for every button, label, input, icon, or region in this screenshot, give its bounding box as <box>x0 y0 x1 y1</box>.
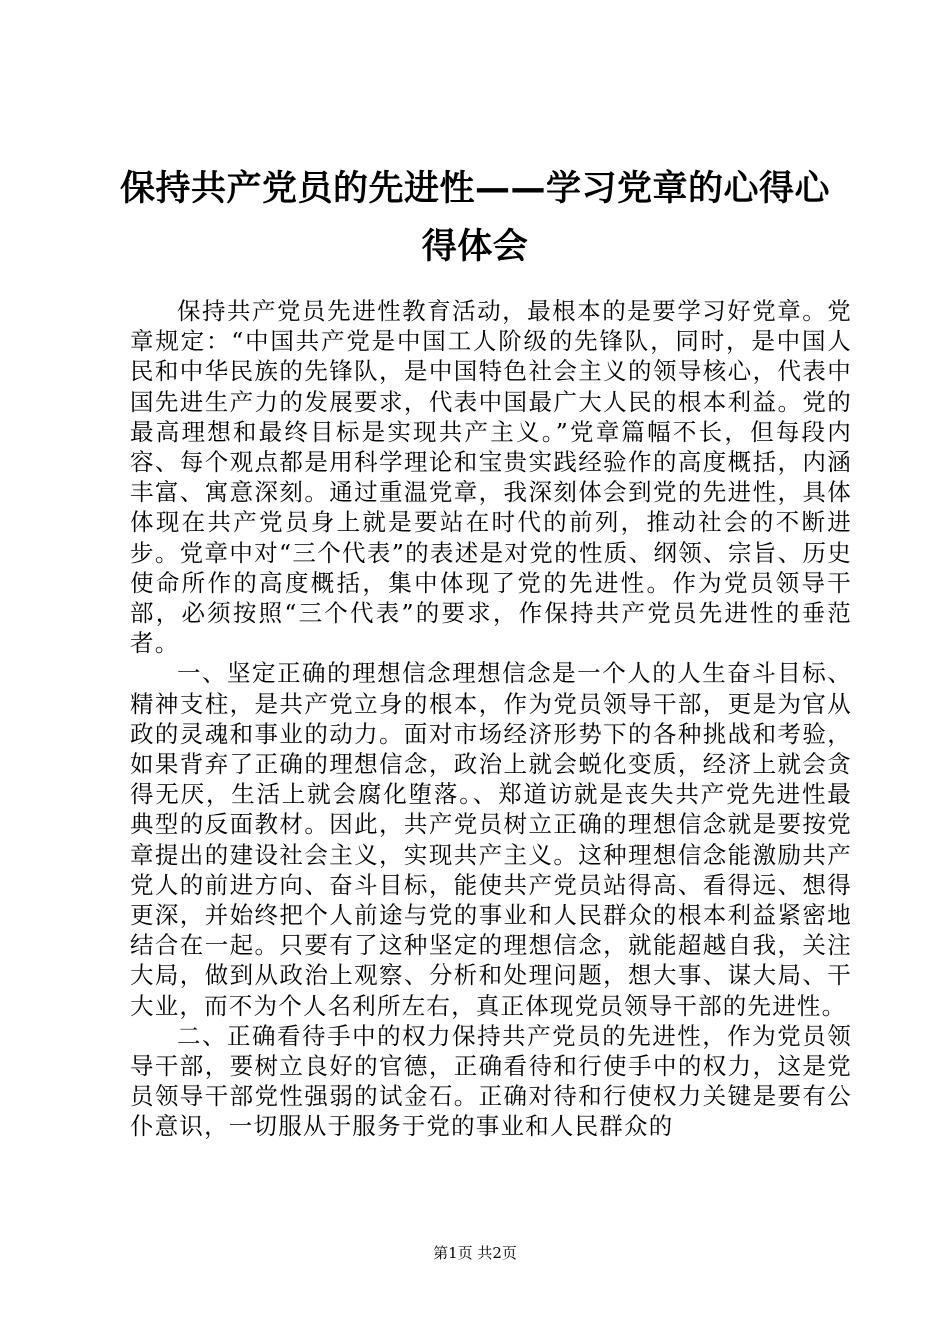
paragraph-intro: 保持共产党员先进性教育活动，最根本的是要学习好党章。党章规定：“中国共产党是中国工人阶级的先锋队，同时，是中国人民和中华民族的先锋队，是中国特色社会主义的领导核心，代表中国先进生产力的发展要求，代表中国最广大人民的根本利益。党的最高理想和最终目标是实现共产主义。”党章篇幅不长，但每段内容、每个观点都是用科学理论和宝贵实践经验作的高度概括，内涵丰富、寓意深刻。通过重温党章，我深刻体会到党的先进性，具体体现在共产党员身上就是要站在时代的前列，推动社会的不断进步。党章中对“三个代表”的表述是对党的性质、纲领、宗旨、历史使命所作的高度概括，集中体现了党的先进性。作为党员领导干部，必须按照“三个代表”的要求，作保持共产党员先进性的垂范者。 <box>130 297 852 658</box>
paragraph-section-2: 二、正确看待手中的权力保持共产党员的先进性，作为党员领导干部，要树立良好的官德，正确看待和行使手中的权力，这是党员领导干部党性强弱的试金石。正确对待和行使权力关键是要有公仆意识，一切服从于服务于党的事业和人民群众的 <box>130 1021 852 1141</box>
document-title <box>110 160 840 276</box>
page-number-footer: 第1页 共2页 <box>433 1244 517 1262</box>
title-line-1: 保持共产党员的先进性——学习党章的心得心 <box>119 169 830 209</box>
paragraph-section-1: 一、坚定正确的理想信念理想信念是一个人的人生奋斗目标、精神支柱，是共产党立身的根本，作为党员领导干部，更是为官从政的灵魂和事业的动力。面对市场经济形势下的各种挑战和考验，如果背弃了正确的理想信念，政治上就会蜕化变质，经济上就会贪得无厌，生活上就会腐化堕落。、郑道访就是丧失共产党先进性最典型的反面教材。因此，共产党员树立正确的理想信念就是要按党章提出的建设社会主义，实现共产主义。这种理想信念能激励共产党人的前进方向、奋斗目标，能使共产党员站得高、看得远、想得更深，并始终把个人前途与党的事业和人民群众的根本利益紧密地结合在一起。只要有了这种坚定的理想信念，就能超越自我，关注大局，做到从政治上观察、分析和处理问题，想大事、谋大局、干大业，而不为个人名利所左右，真正体现党员领导干部的先进性。 <box>130 659 852 1020</box>
document-body <box>130 296 852 1142</box>
title-line-2: 得体会 <box>421 227 529 267</box>
